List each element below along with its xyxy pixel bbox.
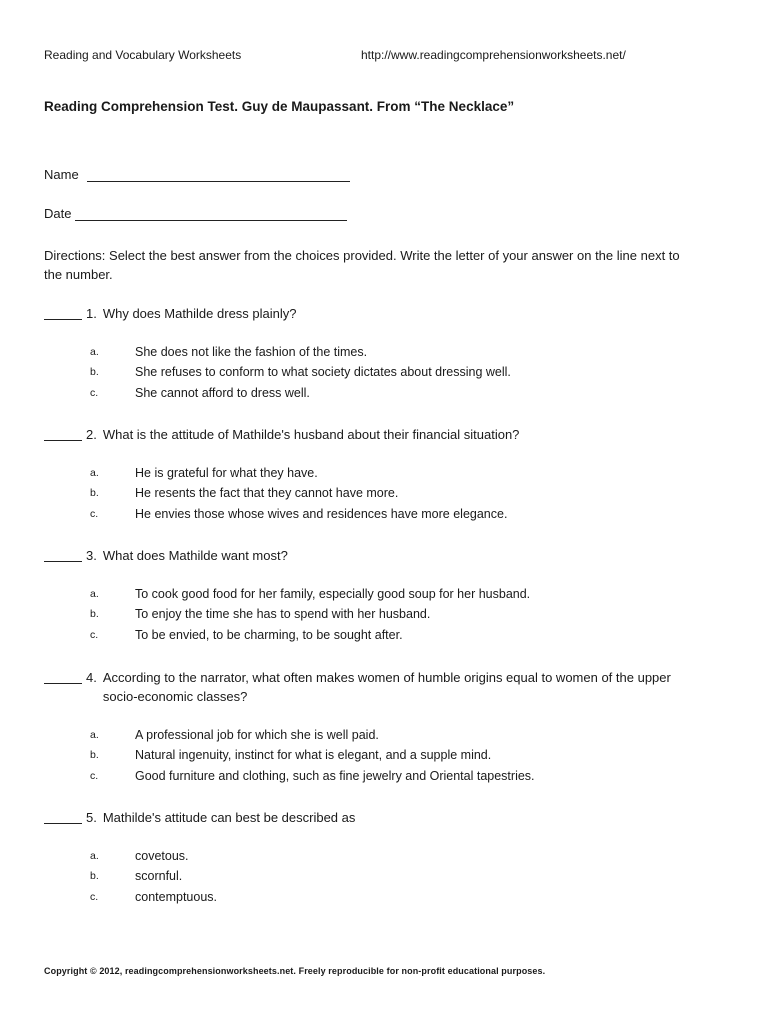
choice-text: She refuses to conform to what society dictates about dressing well.	[135, 365, 511, 380]
choice-text: scornful.	[135, 869, 183, 884]
choice-b	[44, 484, 704, 505]
choice-letter: a.	[90, 587, 99, 600]
choice-a	[44, 584, 704, 605]
question-text: Mathilde's attitude can best be described as	[102, 810, 356, 825]
choice-list	[44, 846, 704, 908]
question-number: 5.	[86, 810, 97, 825]
answer-blank	[44, 546, 82, 562]
question-2	[44, 425, 704, 525]
question-number: 4.	[86, 670, 97, 685]
date-field	[44, 206, 347, 221]
choice-a	[44, 463, 704, 484]
choice-text: To cook good food for her family, especially good soup for her husband.	[135, 586, 531, 601]
choice-text: He envies those whose wives and residences have more elegance.	[135, 506, 508, 521]
choice-letter: b.	[90, 366, 99, 379]
choice-text: She cannot afford to dress well.	[135, 385, 310, 400]
choice-list	[44, 342, 704, 404]
choice-letter: b.	[90, 870, 99, 883]
choice-letter: b.	[90, 608, 99, 621]
choice-letter: c.	[90, 628, 99, 641]
question-3	[44, 546, 704, 646]
choice-letter: c.	[90, 507, 99, 520]
choice-b	[44, 605, 704, 626]
choice-letter: a.	[90, 466, 99, 479]
choice-c	[44, 504, 704, 525]
choice-text: To be envied, to be charming, to be sought after.	[135, 627, 403, 642]
choice-letter: c.	[90, 890, 99, 903]
choice-c	[44, 766, 704, 787]
choice-b	[44, 867, 704, 888]
copyright-footer: Copyright © 2012, readingcomprehensionworksheets.net. Freely reproducible for non-profit educational purposes.	[44, 966, 546, 976]
choice-letter: c.	[90, 769, 99, 782]
name-blank-line	[87, 167, 350, 182]
header-url: http://www.readingcomprehensionworksheets.net/	[361, 48, 626, 62]
question-number: 2.	[86, 427, 97, 442]
choice-letter: a.	[90, 728, 99, 741]
choice-text: A professional job for which she is well paid.	[135, 727, 379, 742]
choice-a	[44, 846, 704, 867]
choice-b	[44, 363, 704, 384]
answer-blank	[44, 668, 82, 684]
choice-c	[44, 383, 704, 404]
date-label: Date	[44, 206, 72, 221]
choice-c	[44, 887, 704, 908]
question-5	[44, 808, 704, 908]
choice-letter: c.	[90, 386, 99, 399]
question-4	[44, 668, 704, 787]
choice-letter: a.	[90, 849, 99, 862]
choice-text: contemptuous.	[135, 889, 217, 904]
choice-c	[44, 625, 704, 646]
choice-list	[44, 463, 704, 525]
choice-a	[44, 725, 704, 746]
choice-list	[44, 725, 704, 787]
question-text: Why does Mathilde dress plainly?	[102, 306, 297, 321]
choice-letter: b.	[90, 749, 99, 762]
name-label: Name	[44, 167, 79, 182]
date-blank-line	[75, 206, 347, 221]
question-text: What is the attitude of Mathilde's husband about their financial situation?	[102, 427, 520, 442]
answer-blank	[44, 304, 82, 320]
question-text: What does Mathilde want most?	[102, 548, 288, 563]
choice-text: She does not like the fashion of the times.	[135, 344, 368, 359]
choice-text: Good furniture and clothing, such as fine jewelry and Oriental tapestries.	[135, 768, 535, 783]
choice-letter: a.	[90, 345, 99, 358]
choice-text: covetous.	[135, 848, 189, 863]
choice-list	[44, 584, 704, 646]
question-text: According to the narrator, what often makes women of humble origins equal to women of the upper socio-economic classes?	[102, 670, 671, 704]
name-field	[44, 167, 350, 182]
choice-letter: b.	[90, 487, 99, 500]
question-1	[44, 304, 704, 404]
page-title: Reading Comprehension Test. Guy de Maupassant. From “The Necklace”	[44, 99, 515, 114]
answer-blank	[44, 425, 82, 441]
choice-text: He is grateful for what they have.	[135, 465, 318, 480]
directions-text: Directions: Select the best answer from the choices provided. Write the letter of your answer on the line next to the number.	[44, 248, 680, 282]
choice-text: Natural ingenuity, instinct for what is elegant, and a supple mind.	[135, 748, 492, 763]
answer-blank	[44, 808, 82, 824]
choice-text: To enjoy the time she has to spend with her husband.	[135, 607, 431, 622]
choice-text: He resents the fact that they cannot have more.	[135, 486, 399, 501]
choice-b	[44, 746, 704, 767]
header-site-name: Reading and Vocabulary Worksheets	[44, 48, 242, 62]
choice-a	[44, 342, 704, 363]
question-number: 1.	[86, 306, 97, 321]
question-number: 3.	[86, 548, 97, 563]
